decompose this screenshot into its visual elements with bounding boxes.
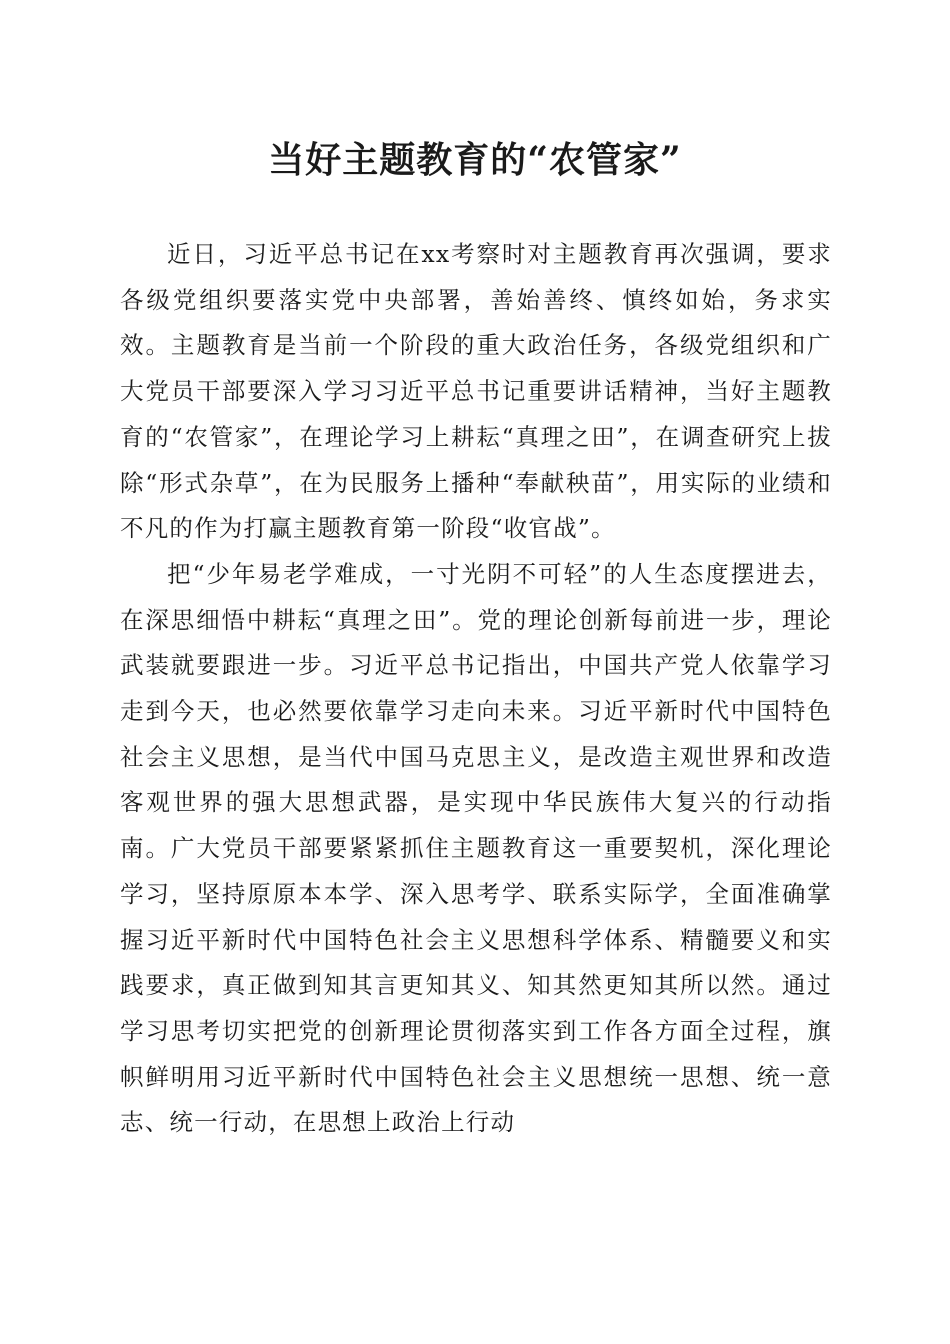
paragraph-intro: 近日，习近平总书记在xx考察时对主题教育再次强调，要求各级党组织要落实党中央部署，善始善终、慎终如始，务求实效。主题教育是当前一个阶段的重大政治任务，各级党组织和广大党员干部要深入学习习近平总书记重要讲话精神，当好主题教育的“农管家”，在理论学习上耕耘“真理之田”，在调查研究上拔除“形式杂草”，在为民服务上播种“奉献秧苗”，用实际的业绩和不凡的作为打赢主题教育第一阶段“收官战”。: [120, 240, 832, 543]
document-body: [120, 232, 832, 1146]
paragraph-theory-study: 把“少年易老学难成，一寸光阴不可轻”的人生态度摆进去，在深思细悟中耕耘“真理之田”。党的理论创新每前进一步，理论武装就要跟进一步。习近平总书记指出，中国共产党人依靠学习走到今天，也必然要依靠学习走向未来。习近平新时代中国特色社会主义思想，是当代中国马克思主义，是改造主观世界和改造客观世界的强大思想武器，是实现中华民族伟大复兴的行动指南。广大党员干部要紧紧抓住主题教育这一重要契机，深化理论学习，坚持原原本本学、深入思考学、联系实际学，全面准确掌握习近平新时代中国特色社会主义思想科学体系、精髓要义和实践要求，真正做到知其言更知其义、知其然更知其所以然。通过学习思考切实把党的创新理论贯彻落实到工作各方面全过程，旗帜鲜明用习近平新时代中国特色社会主义思想统一思想、统一意志、统一行动，在思想上政治上行动: [120, 559, 832, 1137]
document-title: 当好主题教育的“农管家”: [268, 139, 682, 181]
